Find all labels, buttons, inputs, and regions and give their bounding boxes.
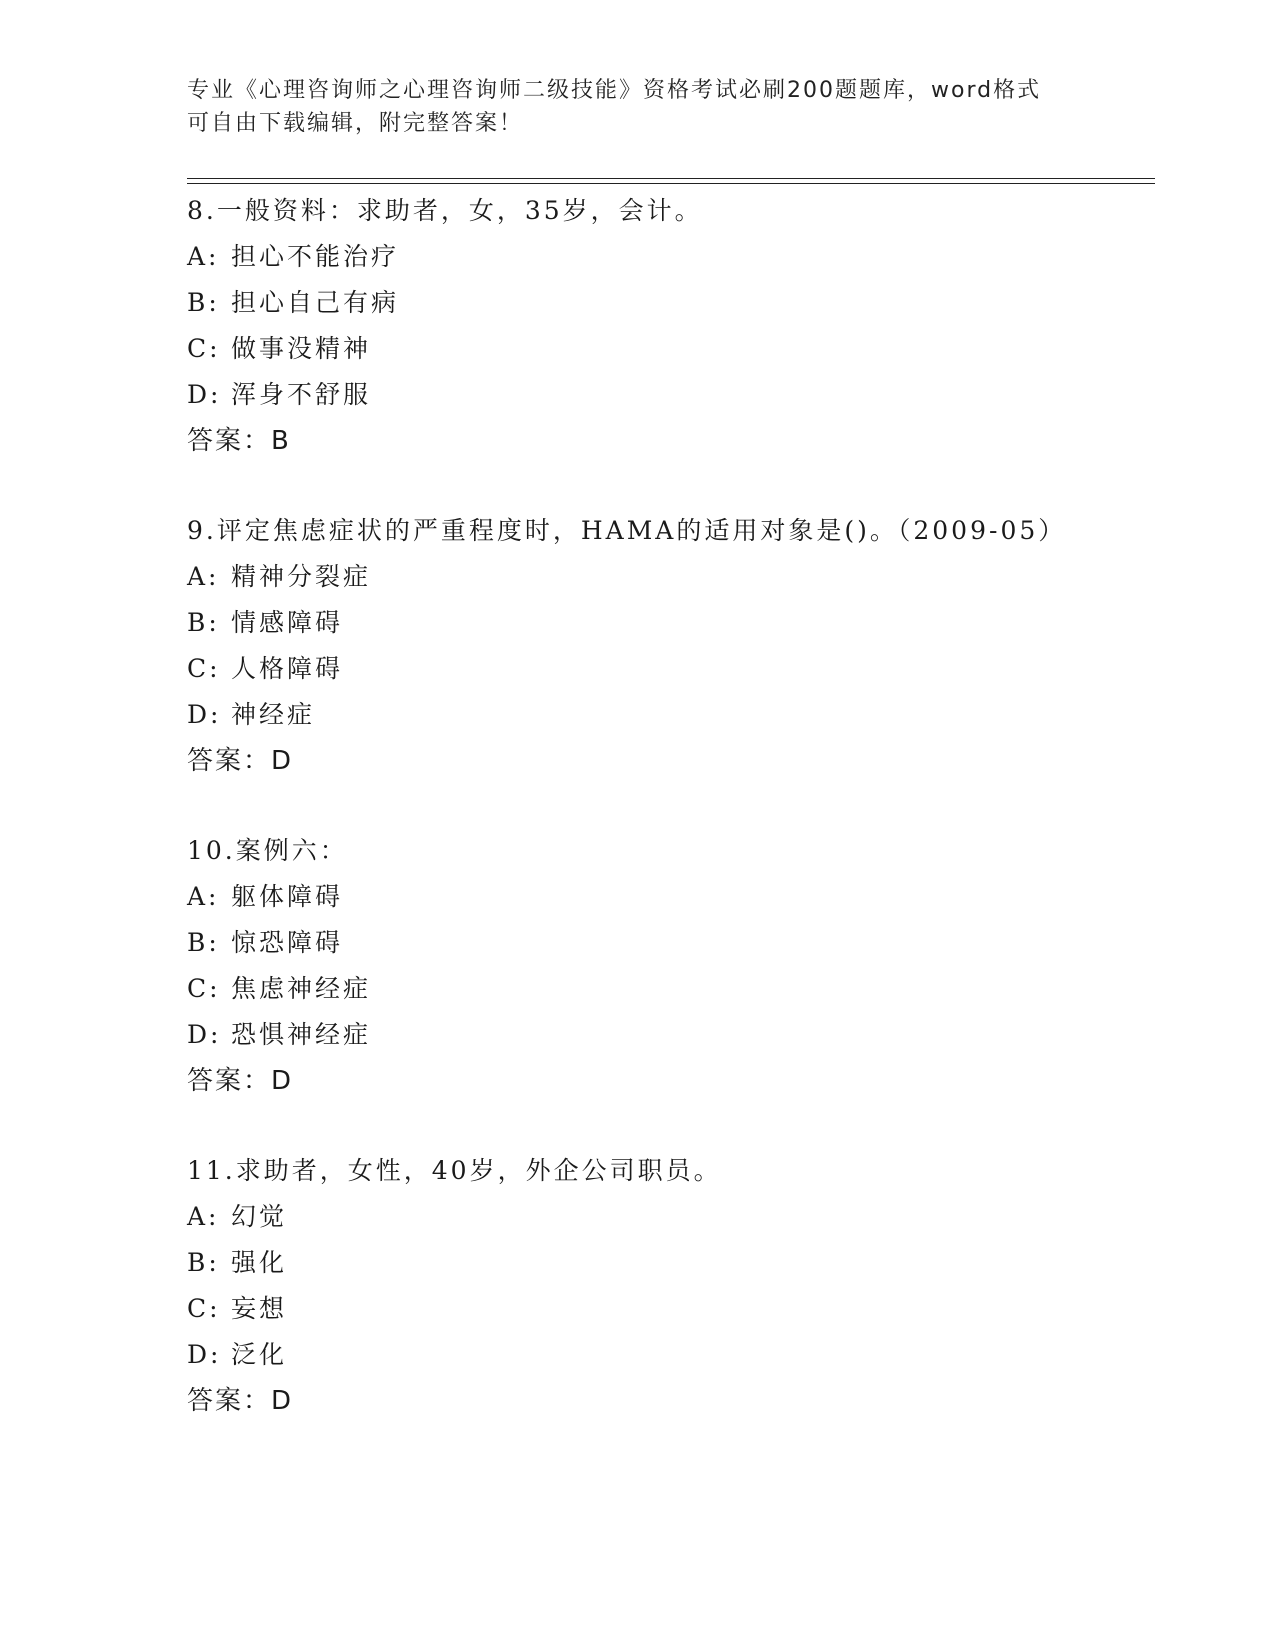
option-key: A: bbox=[187, 562, 220, 591]
option-b bbox=[187, 600, 1155, 646]
option-text: 焦虑神经症 bbox=[231, 974, 372, 1003]
option-text: 妄想 bbox=[231, 1294, 288, 1323]
option-key: D: bbox=[187, 380, 222, 409]
question-8 bbox=[187, 188, 1155, 464]
option-key: C: bbox=[187, 974, 221, 1003]
question-10 bbox=[187, 828, 1155, 1104]
option-key: A: bbox=[187, 882, 220, 911]
option-a bbox=[187, 234, 1155, 280]
option-a bbox=[187, 1194, 1155, 1240]
question-stem: 10.案例六： bbox=[187, 836, 348, 865]
option-text: 神经症 bbox=[231, 700, 316, 729]
option-text: 情感障碍 bbox=[231, 608, 344, 637]
option-text: 幻觉 bbox=[231, 1202, 288, 1231]
option-text: 强化 bbox=[231, 1248, 288, 1277]
answer-line: 答案：B bbox=[187, 426, 291, 456]
option-key: C: bbox=[187, 1294, 221, 1323]
answer-line: 答案：D bbox=[187, 1066, 294, 1096]
option-text: 做事没精神 bbox=[231, 334, 372, 363]
option-b bbox=[187, 1240, 1155, 1286]
option-c bbox=[187, 646, 1155, 692]
option-c bbox=[187, 326, 1155, 372]
option-b bbox=[187, 920, 1155, 966]
option-text: 恐惧神经症 bbox=[231, 1020, 372, 1049]
option-text: 人格障碍 bbox=[231, 654, 344, 683]
option-d bbox=[187, 1012, 1155, 1058]
question-9 bbox=[187, 508, 1155, 784]
option-key: B: bbox=[187, 1248, 220, 1277]
option-text: 担心自己有病 bbox=[231, 288, 400, 317]
option-text: 泛化 bbox=[231, 1340, 288, 1369]
option-text: 浑身不舒服 bbox=[231, 380, 372, 409]
option-text: 精神分裂症 bbox=[231, 562, 372, 591]
option-text: 惊恐障碍 bbox=[231, 928, 344, 957]
option-key: C: bbox=[187, 334, 221, 363]
answer-line: 答案：D bbox=[187, 1386, 294, 1416]
question-stem: 11.求助者，女性，40岁，外企公司职员。 bbox=[187, 1156, 722, 1185]
question-11 bbox=[187, 1148, 1155, 1424]
option-key: B: bbox=[187, 928, 220, 957]
option-a bbox=[187, 874, 1155, 920]
option-key: B: bbox=[187, 608, 220, 637]
option-d bbox=[187, 372, 1155, 418]
option-c bbox=[187, 1286, 1155, 1332]
question-stem: 9.评定焦虑症状的严重程度时，HAMA的适用对象是()。（2009-05） bbox=[187, 516, 1067, 545]
header-line-2: 可自由下载编辑，附完整答案！ bbox=[187, 111, 524, 136]
option-text: 躯体障碍 bbox=[231, 882, 344, 911]
option-key: A: bbox=[187, 242, 220, 271]
answer-line: 答案：D bbox=[187, 746, 294, 776]
option-text: 担心不能治疗 bbox=[231, 242, 400, 271]
header-line-1: 专业《心理咨询师之心理咨询师二级技能》资格考试必刷200题题库，word格式 bbox=[187, 78, 1042, 103]
question-stem: 8.一般资料：求助者，女，35岁，会计。 bbox=[187, 196, 703, 225]
option-key: C: bbox=[187, 654, 221, 683]
header-divider-bottom bbox=[187, 183, 1155, 184]
document-header bbox=[187, 74, 1087, 140]
option-key: B: bbox=[187, 288, 220, 317]
option-a bbox=[187, 554, 1155, 600]
option-c bbox=[187, 966, 1155, 1012]
option-key: D: bbox=[187, 1020, 222, 1049]
option-d bbox=[187, 692, 1155, 738]
option-key: D: bbox=[187, 1340, 222, 1369]
option-d bbox=[187, 1332, 1155, 1378]
option-key: A: bbox=[187, 1202, 220, 1231]
option-key: D: bbox=[187, 700, 222, 729]
option-b bbox=[187, 280, 1155, 326]
header-divider-top bbox=[187, 178, 1155, 179]
